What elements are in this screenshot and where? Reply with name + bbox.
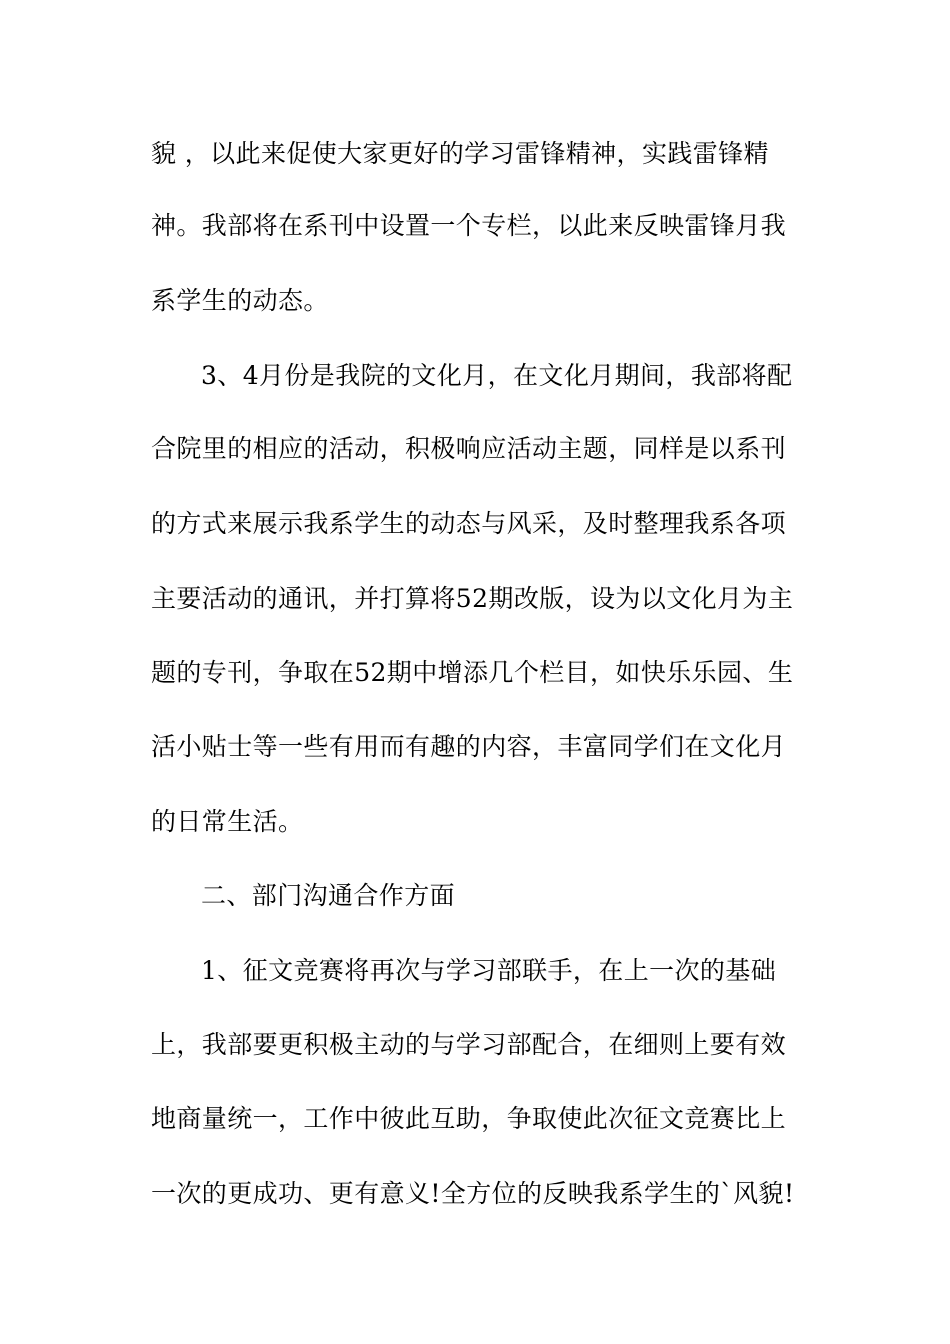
text-line: 一次的更成功、更有意义!全方位的反映我系学生的`风貌! (151, 1179, 795, 1208)
text-line: 系学生的动态。 (151, 286, 329, 315)
text-line: 活小贴士等一些有用而有趣的内容，丰富同学们在文化月 (151, 732, 787, 761)
text-line: 题的专刊，争取在52期中增添几个栏目，如快乐乐园、生 (151, 658, 794, 687)
paragraph-start-line: 3、4月份是我院的文化月，在文化月期间，我部将配 (201, 361, 793, 390)
text-line: 地商量统一，工作中彼此互助，争取使此次征文竞赛比上 (151, 1104, 787, 1133)
text-line: 貌 ，以此来促使大家更好的学习雷锋精神，实践雷锋精 (151, 139, 769, 168)
section-heading: 二、部门沟通合作方面 (201, 881, 456, 910)
text-line: 神。我部将在系刊中设置一个专栏，以此来反映雷锋月我 (151, 211, 787, 240)
text-line: 上，我部要更积极主动的与学习部配合，在细则上要有效 (151, 1030, 787, 1059)
text-line: 的方式来展示我系学生的动态与风采，及时整理我系各项 (151, 509, 787, 538)
text-line: 合院里的相应的活动，积极响应活动主题，同样是以系刊 (151, 434, 787, 463)
text-line: 主要活动的通讯，并打算将52期改版，设为以文化月为主 (151, 584, 794, 613)
paragraph-start-line: 1、征文竞赛将再次与学习部联手，在上一次的基础 (201, 956, 777, 985)
text-line: 的日常生活。 (151, 807, 304, 836)
